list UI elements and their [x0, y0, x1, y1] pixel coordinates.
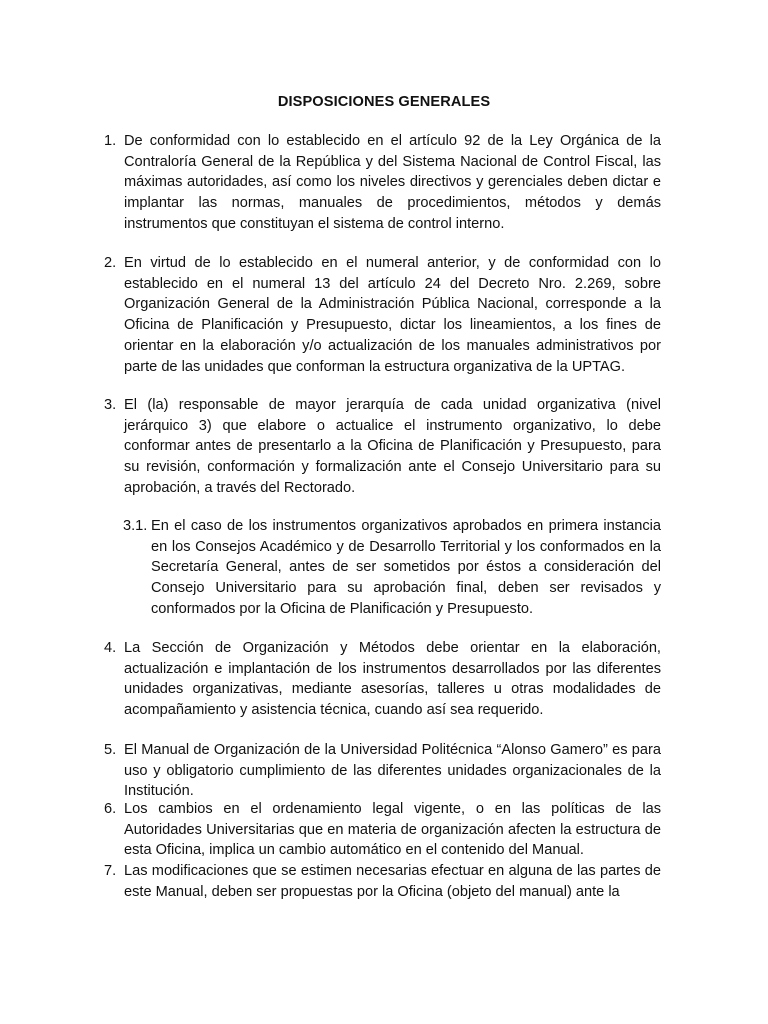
item-text: De conformidad con lo establecido en el artículo 92 de la Ley Orgánica de la Contraloría General de la República y del Sistema Nacional de Control Fiscal, las máximas autoridades, así como los niveles directivos y gerenciales deben dictar e implantar las normas, manuales de procedimientos, métodos y demás instrumentos que constituyan el sistema de control interno.: [124, 133, 661, 232]
item-number: 1.: [104, 133, 117, 149]
item-number: 3.: [104, 397, 117, 413]
item-text: En virtud de lo establecido en el numeral anterior, y de conformidad con lo establecido en el numeral 13 del artículo 24 del Decreto Nro. 2.269, sobre Organización General de la Administración Pública Nacional, corresponde a la Oficina de Planificación y Presupuesto, dictar los lineamientos, a los fines de orientar en la elaboración y/o actualización de los manuales administrativos por parte de las unidades que conforman la estructura organizativa de la UPTAG.: [124, 255, 661, 375]
item-text: El (la) responsable de mayor jerarquía de cada unidad organizativa (nivel jerárquico 3) que elabore o actualice el instrumento organizativo, lo debe conformar antes de presentarlo a la Oficina de Planificación y Presupuesto, para su revisión, conformación y formalización ante el Consejo Universitario para su aprobación, a través del Rectorado.: [124, 397, 661, 496]
document-title: DISPOSICIONES GENERALES: [277, 94, 491, 110]
item-text: La Sección de Organización y Métodos debe orientar en la elaboración, actualización e implantación de los instrumentos desarrollados por las diferentes unidades organizativas, mediante asesorías, talleres u otras modalidades de acompañamiento y asistencia técnica, cuando así sea requerido.: [124, 640, 661, 719]
item-number: 2.: [104, 255, 117, 271]
item-text: El Manual de Organización de la Universidad Politécnica “Alonso Gamero” es para uso y obligatorio cumplimiento de las diferentes unidades organizacionales de la Institución.: [124, 742, 661, 800]
item-number: 3.1.: [123, 518, 148, 534]
item-text: Las modificaciones que se estimen necesarias efectuar en alguna de las partes de este Manual, deben ser propuestas por la Oficina (objeto del manual) ante la: [124, 863, 661, 900]
item-number: 4.: [104, 640, 117, 656]
item-number: 7.: [104, 863, 117, 879]
item-number: 6.: [104, 801, 117, 817]
item-text: Los cambios en el ordenamiento legal vigente, o en las políticas de las Autoridades Universitarias que en materia de organización afecten la estructura de esta Oficina, implica un cambio automático en el contenido del Manual.: [124, 801, 661, 859]
item-number: 5.: [104, 742, 117, 758]
item-text: En el caso de los instrumentos organizativos aprobados en primera instancia en los Consejos Académico y de Desarrollo Territorial y los conformados en la Secretaría General, antes de ser sometidos por éstos a consideración del Consejo Universitario para su aprobación final, deben ser revisados y conformados por la Oficina de Planificación y Presupuesto.: [151, 518, 661, 617]
